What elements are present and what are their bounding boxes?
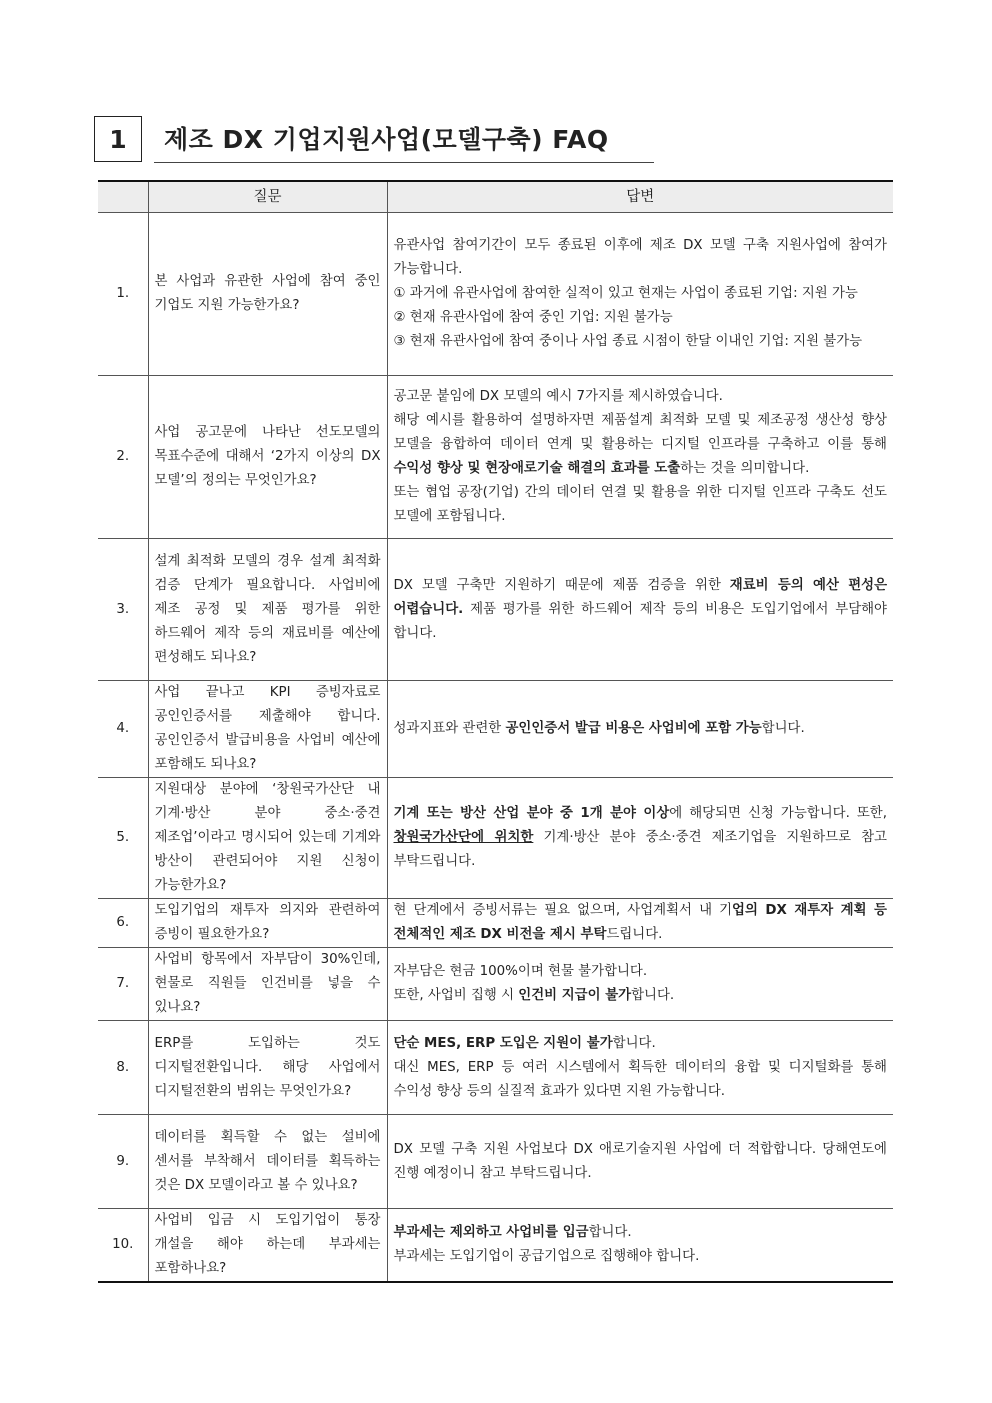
col-header-number	[98, 181, 148, 213]
answer-emphasis: 업의 DX 재투자 계획 등 전체적인 제조 DX 비전을 제시 부탁	[393, 903, 887, 942]
table-row	[98, 948, 893, 1021]
answer-text: DX 모델 구축 지원 사업보다 DX 애로기술지원 사업에 더 적합합니다. 당해연도에 진행 예정이니 참고 부탁드립니다.	[393, 1141, 887, 1181]
answer-text: 합니다.	[612, 1035, 656, 1051]
faq-answer	[387, 778, 893, 899]
answer-paragraph	[394, 330, 888, 354]
table-row	[98, 213, 893, 376]
table-row	[98, 376, 893, 539]
table-row	[98, 1115, 893, 1209]
answer-paragraph	[394, 409, 888, 481]
col-header-question: 질문	[148, 181, 387, 213]
faq-number: 6.	[98, 899, 148, 948]
answer-paragraph	[394, 1032, 888, 1056]
faq-number: 8.	[98, 1021, 148, 1115]
faq-answer	[387, 948, 893, 1021]
faq-answer	[387, 1209, 893, 1283]
answer-text: 유관사업 참여기간이 모두 종료된 이후에 제조 DX 모델 구축 지원사업에 참여가 가능합니다.	[393, 238, 887, 277]
faq-question: 데이터를 획득할 수 없는 설비에 센서를 부착해서 데이터를 획득하는 것은 DX 모델이라고 볼 수 있나요?	[148, 1115, 387, 1209]
faq-header-row	[98, 181, 893, 213]
title-underline	[154, 162, 654, 163]
answer-text: 해당 예시를 활용하여 설명하자면 제품설계 최적화 모델 및 제조공정 생산성 향상 모델을 융합하여 데이터 연계 및 활용하는 디지털 인프라를 구축하고 이를 통해	[393, 413, 887, 452]
answer-text: 대신 MES, ERP 등 여러 시스템에서 획득한 데이터의 융합 및 디지털화를 통해 수익성 향상 등의 실질적 효과가 있다면 지원 가능합니다.	[393, 1059, 887, 1099]
faq-number: 3.	[98, 539, 148, 681]
faq-question: ERP를 도입하는 것도 디지털전환입니다. 해당 사업에서 디지털전환의 범위는 무엇인가요?	[148, 1021, 387, 1115]
answer-text: 현 단계에서 증빙서류는 필요 없으며, 사업계획서 내 기	[393, 903, 733, 918]
answer-text: 또는 협업 공장(기업) 간의 데이터 연결 및 활용을 위한 디지털 인프라 구축도 선도 모델에 포함됩니다.	[393, 485, 887, 524]
table-row	[98, 1209, 893, 1283]
answer-paragraph	[394, 1056, 888, 1104]
faq-question: 사업비 항목에서 자부담이 30%인데, 현물로 직원들 인건비를 넣을 수 있나요?	[148, 948, 387, 1021]
table-row	[98, 778, 893, 899]
faq-answer	[387, 1021, 893, 1115]
answer-text: 성과지표와 관련한	[393, 721, 506, 736]
faq-body	[98, 213, 893, 1283]
faq-number: 9.	[98, 1115, 148, 1209]
answer-text: 합니다.	[761, 721, 805, 736]
faq-table	[98, 180, 893, 1283]
faq-answer	[387, 376, 893, 539]
answer-text: 기계·방산 분야 중소·중견 제조기업을 지원하므로 참고 부탁드립니다.	[393, 830, 887, 869]
faq-question: 본 사업과 유관한 사업에 참여 중인 기업도 지원 가능한가요?	[148, 213, 387, 376]
answer-paragraph	[394, 960, 888, 984]
answer-underline	[394, 830, 534, 845]
answer-text: 제품 평가를 위한 하드웨어 제작 등의 비용은 도입기업에서 부담해야 합니다.	[393, 601, 887, 641]
faq-answer	[387, 899, 893, 948]
faq-number: 10.	[98, 1209, 148, 1283]
answer-emphasis: 수익성 향상 및 현장애로기술 해결의 효과를 도출	[393, 461, 681, 476]
faq-number: 5.	[98, 778, 148, 899]
answer-text: 또한, 사업비 집행 시	[393, 988, 519, 1003]
table-row	[98, 539, 893, 681]
faq-question: 사업 끝나고 KPI 증빙자료로 공인인증서를 제출해야 합니다. 공인인증서 발급비용을 사업비 예산에 포함해도 되나요?	[148, 681, 387, 778]
answer-emphasis: 공인인증서 발급 비용은 사업비에 포함 가능	[505, 721, 762, 736]
answer-paragraph	[394, 234, 888, 282]
answer-paragraph	[394, 574, 888, 646]
faq-question: 사업비 입금 시 도입기업이 통장 개설을 해야 하는데 부과세는 포함하나요?	[148, 1209, 387, 1283]
faq-number: 1.	[98, 213, 148, 376]
answer-emphasis: 인건비 지급이 불가	[518, 988, 632, 1003]
faq-answer	[387, 681, 893, 778]
answer-paragraph	[394, 385, 888, 409]
table-row	[98, 1021, 893, 1115]
answer-emphasis: 재료비 등의 예산 편성은 어렵습니다.	[393, 577, 888, 617]
answer-paragraph	[394, 1245, 888, 1269]
answer-text: ② 현재 유관사업에 참여 중인 기업: 지원 불가능	[393, 310, 673, 325]
answer-text: DX 모델 구축만 지원하기 때문에 제품 검증을 위한	[393, 577, 730, 593]
answer-paragraph	[394, 481, 888, 529]
faq-number: 4.	[98, 681, 148, 778]
answer-emphasis: 부과세는 제외하고 사업비를 입금	[393, 1225, 589, 1240]
answer-text: 공고문 붙임에 DX 모델의 예시 7가지를 제시하였습니다.	[393, 389, 723, 404]
answer-paragraph	[394, 306, 888, 330]
faq-answer	[387, 539, 893, 681]
answer-emphasis: 창원국가산단에 위치한	[393, 830, 534, 845]
answer-paragraph	[394, 984, 888, 1008]
answer-paragraph	[394, 282, 888, 306]
answer-text: 합니다.	[588, 1225, 632, 1240]
answer-paragraph	[394, 1221, 888, 1245]
table-row	[98, 899, 893, 948]
faq-question: 사업 공고문에 나타난 선도모델의 목표수준에 대해서 ‘2가지 이상의 DX 모델’의 정의는 무엇인가요?	[148, 376, 387, 539]
section-number: 1	[94, 116, 142, 162]
faq-question: 도입기업의 재투자 의지와 관련하여 증빙이 필요한가요?	[148, 899, 387, 948]
faq-answer	[387, 213, 893, 376]
answer-paragraph	[394, 802, 888, 874]
answer-text: 부과세는 도입기업이 공급기업으로 집행해야 합니다.	[393, 1249, 700, 1264]
answer-paragraph	[394, 899, 888, 947]
faq-number: 2.	[98, 376, 148, 539]
table-row	[98, 681, 893, 778]
answer-text: ③ 현재 유관사업에 참여 중이나 사업 종료 시점이 한달 이내인 기업: 지원 불가능	[393, 334, 863, 349]
answer-emphasis: 단순 MES, ERP 도입은 지원이 불가	[393, 1035, 613, 1051]
answer-text: 에 해당되면 신청 가능합니다. 또한,	[669, 806, 887, 821]
answer-text: 드립니다.	[606, 927, 663, 942]
answer-text: 자부담은 현금 100%이며 현물 불가합니다.	[393, 964, 648, 979]
answer-paragraph	[394, 717, 888, 741]
faq-question: 설계 최적화 모델의 경우 설계 최적화 검증 단계가 필요합니다. 사업비에 제조 공정 및 제품 평가를 위한 하드웨어 제작 등의 재료비를 예산에 편성해도 되나요?	[148, 539, 387, 681]
col-header-answer: 답변	[387, 181, 893, 213]
answer-paragraph	[394, 1138, 888, 1186]
answer-text: 하는 것을 의미합니다.	[680, 461, 810, 476]
faq-number: 7.	[98, 948, 148, 1021]
faq-answer	[387, 1115, 893, 1209]
answer-text: 합니다.	[631, 988, 675, 1003]
answer-text: ① 과거에 유관사업에 참여한 실적이 있고 현재는 사업이 종료된 기업: 지원 가능	[393, 286, 858, 301]
page-title: 제조 DX 기업지원사업(모델구축) FAQ	[164, 125, 609, 154]
section-header	[94, 116, 656, 164]
faq-question: 지원대상 분야에 ‘창원국가산단 내 기계·방산 분야 중소·중견 제조업’이라고 명시되어 있는데 기계와 방산이 관련되어야 지원 신청이 가능한가요?	[148, 778, 387, 899]
answer-emphasis: 기계 또는 방산 산업 분야 중 1개 분야 이상	[393, 806, 670, 821]
